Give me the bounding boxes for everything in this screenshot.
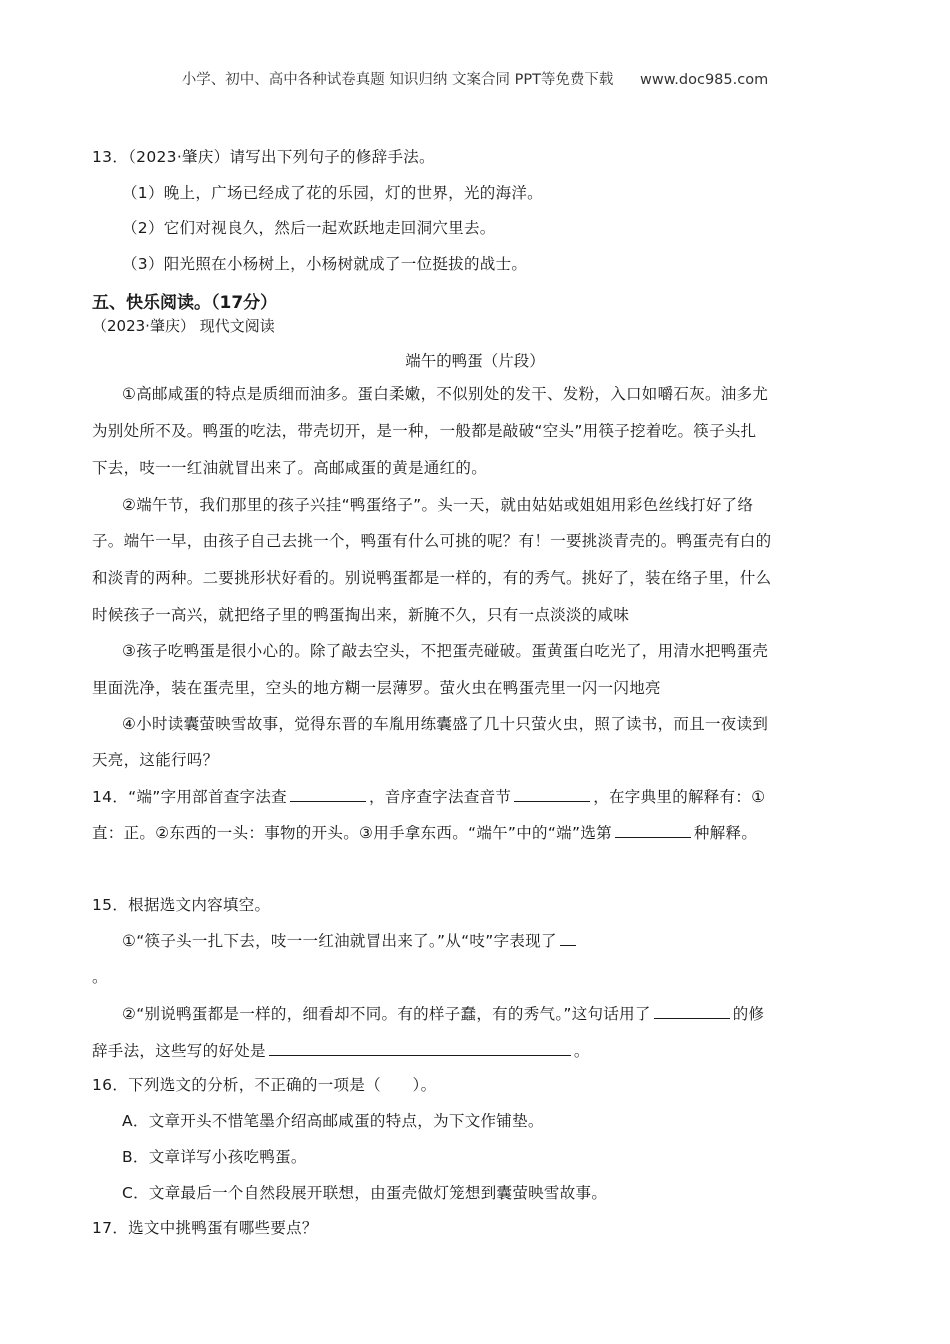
q15-item-1-end: 。 [92,968,108,986]
q14-line-1 [92,785,858,808]
q13-item-1: （1）晚上，广场已经成了花的乐园，灯的世界，光的海洋。 [122,184,543,202]
passage-line: 为别处所不及。鸭蛋的吃法，带壳切开，是一种，一般都是敲破“空头”用筷子挖着吃。筷子头扎 [92,422,757,440]
q15-blank-rhetoric[interactable] [654,1002,730,1019]
q16-option-b[interactable]: B．文章详写小孩吃鸭蛋。 [122,1148,307,1166]
q16-stem: 16．下列选文的分析，不正确的一项是（ ）。 [92,1076,437,1094]
passage-line: 下去，吱一一红油就冒出来了。高邮咸蛋的黄是通红的。 [92,459,488,477]
q14-text-c: ，在字典里的解释有：① [593,788,766,806]
q13-stem: 13．（2023·肇庆）请写出下列句子的修辞手法。 [92,148,435,166]
q15-blank-1[interactable] [560,929,576,946]
header-url[interactable]: www.doc985.com [640,72,769,88]
passage-title: 端午的鸭蛋（片段） [405,352,545,370]
header-text: 小学、初中、高中各种试卷真题 知识归纳 文案合同 PPT等免费下载 [181,72,614,88]
passage-line: 时候孩子一高兴，就把络子里的鸭蛋掏出来，新腌不久，只有一点淡淡的咸味 [92,606,630,624]
passage-line: 天亮，这能行吗？ [92,751,219,769]
q17-stem: 17．选文中挑鸭蛋有哪些要点？ [92,1219,318,1237]
q15-item-2-line-1 [122,1002,858,1025]
q14-text-b: ，音序查字法查音节 [368,788,512,806]
q15-item-2-text-d: 。 [573,1042,590,1060]
q14-blank-meaning[interactable] [615,821,691,838]
q15-item-2-text-c: 辞手法，这些写的好处是 [92,1042,266,1060]
q14-blank-syllable[interactable] [514,785,590,802]
q14-line-2 [92,821,858,844]
q15-item-1-text: ①“筷子头一扎下去，吱一一红油就冒出来了。”从“吱”字表现了 [122,932,557,950]
passage-line: ③孩子吃鸭蛋是很小心的。除了敲去空头，不把蛋壳碰破。蛋黄蛋白吃光了，用清水把鸭蛋壳 [122,642,769,660]
passage-line: 子。端午一早，由孩子自己去挑一个，鸭蛋有什么可挑的呢？有！一要挑淡青壳的。鸭蛋壳有白的 [92,532,772,550]
q14-blank-radical[interactable] [290,785,366,802]
passage-line: ②端午节，我们那里的孩子兴挂“鸭蛋络子”。头一天，就由姑姑或姐姐用彩色丝线打好了络 [122,496,754,514]
q15-item-2-text-b: 的修 [732,1005,765,1023]
q15-item-2-line-2 [92,1039,858,1062]
q14-text-d: 直：正。②东西的一头：事物的开头。③用手拿东西。“端午”中的“端”选第 [92,824,612,842]
q16-option-c[interactable]: C．文章最后一个自然段展开联想，由蛋壳做灯笼想到囊萤映雪故事。 [122,1184,608,1202]
passage-line: 和淡青的两种。二要挑形状好看的。别说鸭蛋都是一样的，有的秀气。挑好了，装在络子里，什么 [92,569,772,587]
q13-item-2: （2）它们对视良久，然后一起欢跃地走回洞穴里去。 [122,219,496,237]
passage-line: ①高邮咸蛋的特点是质细而油多。蛋白柔嫩，不似别处的发干、发粉，入口如嚼石灰。油多尤 [122,385,769,403]
q15-stem: 15．根据选文内容填空。 [92,896,271,914]
page-header [0,68,950,89]
q15-item-2-text-a: ②“别说鸭蛋都是一样的，细看却不同。有的样子蠢，有的秀气。”这句话用了 [122,1005,651,1023]
q16-option-a[interactable]: A．文章开头不惜笔墨介绍高邮咸蛋的特点，为下文作铺垫。 [122,1112,544,1130]
q15-item-1 [122,929,858,952]
q15-blank-benefit[interactable] [269,1039,571,1056]
passage-line: ④小时读囊萤映雪故事，觉得东晋的车胤用练囊盛了几十只萤火虫，照了读书，而且一夜读到 [122,715,769,733]
passage-source: （2023·肇庆） 现代文阅读 [92,317,275,335]
passage-line: 里面洗净，装在蛋壳里，空头的地方糊一层薄罗。萤火虫在鸭蛋壳里一闪一闪地亮 [92,679,661,697]
q14-text-a: 14．“端”字用部首查字法查 [92,788,287,806]
q14-text-e: 种解释。 [693,824,758,842]
q13-item-3: （3）阳光照在小杨树上，小杨树就成了一位挺拔的战士。 [122,255,528,273]
section-title: 五、快乐阅读。（17分） [92,293,278,313]
